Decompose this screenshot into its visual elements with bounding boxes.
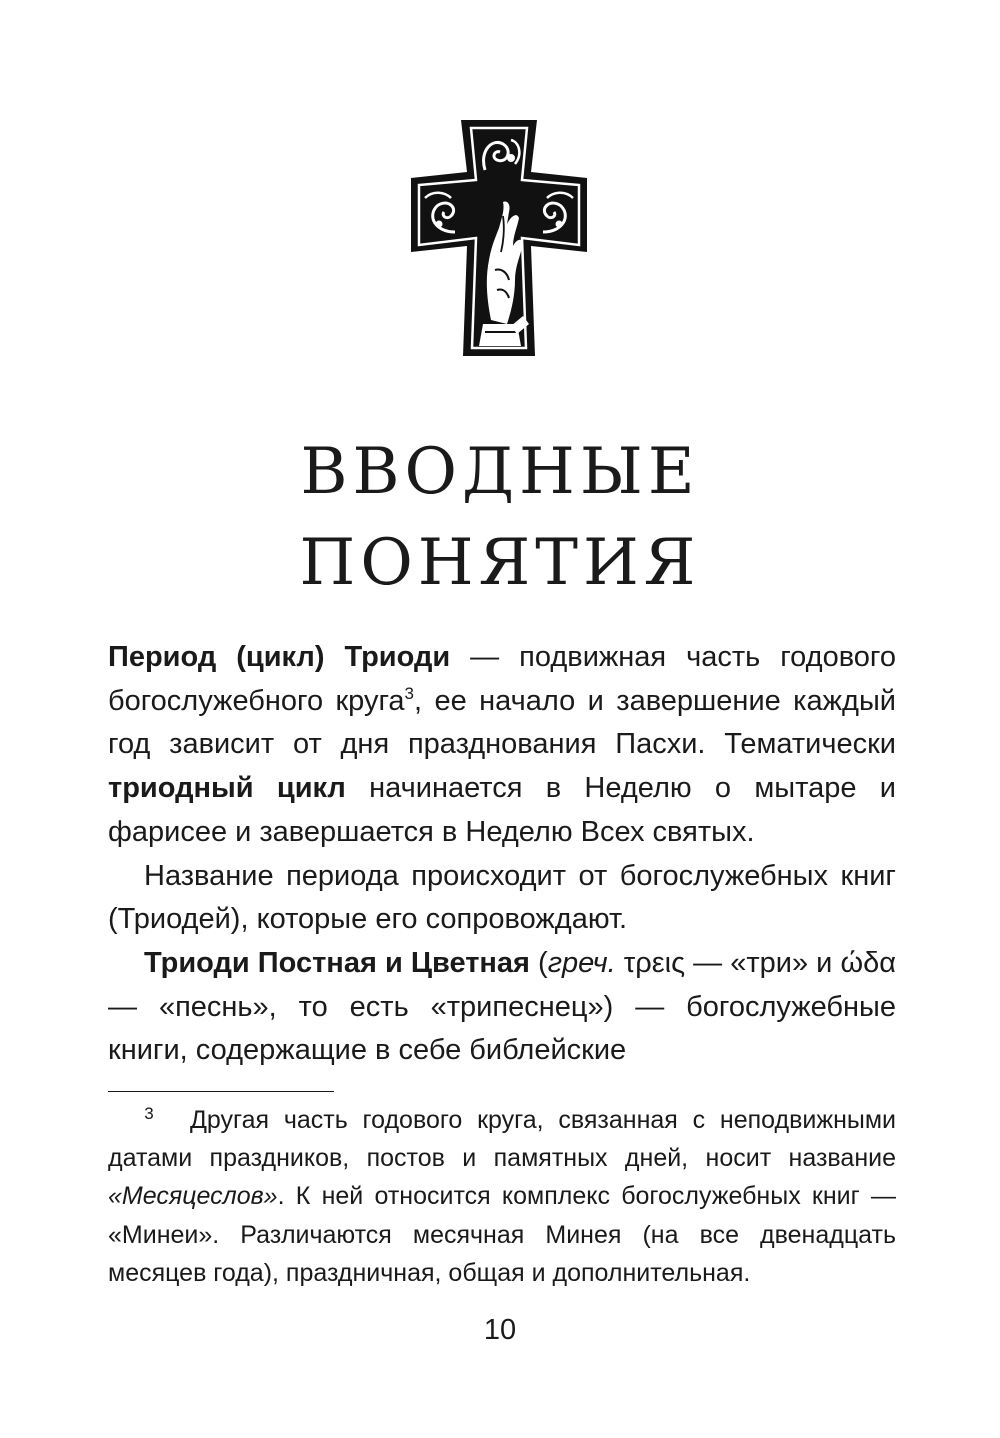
page-number: 10 bbox=[483, 1314, 517, 1346]
term-triodion-cycle: триодный цикл bbox=[108, 772, 346, 805]
footnote-reference[interactable]: 3 bbox=[404, 683, 415, 703]
footnote-text: . К ней относится комплекс богослужебных книг — «Минеи». Различаются месячная Минея (на все двенадцать месяцев года), праздничная, общая и дополнительная. bbox=[108, 1182, 896, 1287]
footnote-divider bbox=[108, 1091, 334, 1092]
paragraph-triodion-period bbox=[108, 636, 896, 855]
paragraph-text: — подвижная часть годового богослужебного круга bbox=[108, 641, 896, 717]
footnote: 3 Другая часть годового круга, связанная с неподвижными датами праздников, постов и памятных дней, носит название «Месяцеслов». К ней относится комплекс богослужебных книг — «Минеи». Различаются месячная Минея (на все двенадцать месяцев года), праздничная, общая и дополнительная. bbox=[108, 1104, 896, 1287]
chapter-title-line-2: ПОНЯТИЯ bbox=[299, 526, 701, 600]
paragraph-text: ( bbox=[529, 946, 548, 979]
paragraph-text: начинается в Неделю о мытаре и фарисее и завершается в Неделю Всех святых. bbox=[108, 772, 896, 848]
paragraph-text: , ее начало и завершение каждый год зависит от дня празднования Пасхи. Тематически bbox=[108, 684, 896, 761]
cross-ornament-icon bbox=[411, 120, 587, 356]
chapter-title-line-1: ВВОДНЫЕ bbox=[300, 435, 700, 509]
term-triodion-period: Период (цикл) Триоди bbox=[108, 641, 451, 673]
term-menologion: «Месяцеслов» bbox=[108, 1182, 278, 1211]
term-lenten-flowery-triodion: Триоди Постная и Цветная bbox=[144, 946, 530, 979]
paragraph-triodion-books bbox=[108, 942, 896, 1073]
main-text bbox=[108, 636, 896, 1073]
language-abbreviation: греч. bbox=[547, 946, 616, 979]
footnote-text: Другая часть годового круга, связанная с неподвижными датами праздников, постов и памятных дней, носит название bbox=[108, 1106, 896, 1173]
paragraph-name-origin: Название периода происходит от богослужебных книг (Триодей), которые его сопровождают. bbox=[108, 859, 896, 936]
paragraph-text: τρεις — «три» и ώδα — «песнь», то есть «трипеснец») — богослужебные книги, содержащие в себе библейские bbox=[108, 946, 896, 1067]
